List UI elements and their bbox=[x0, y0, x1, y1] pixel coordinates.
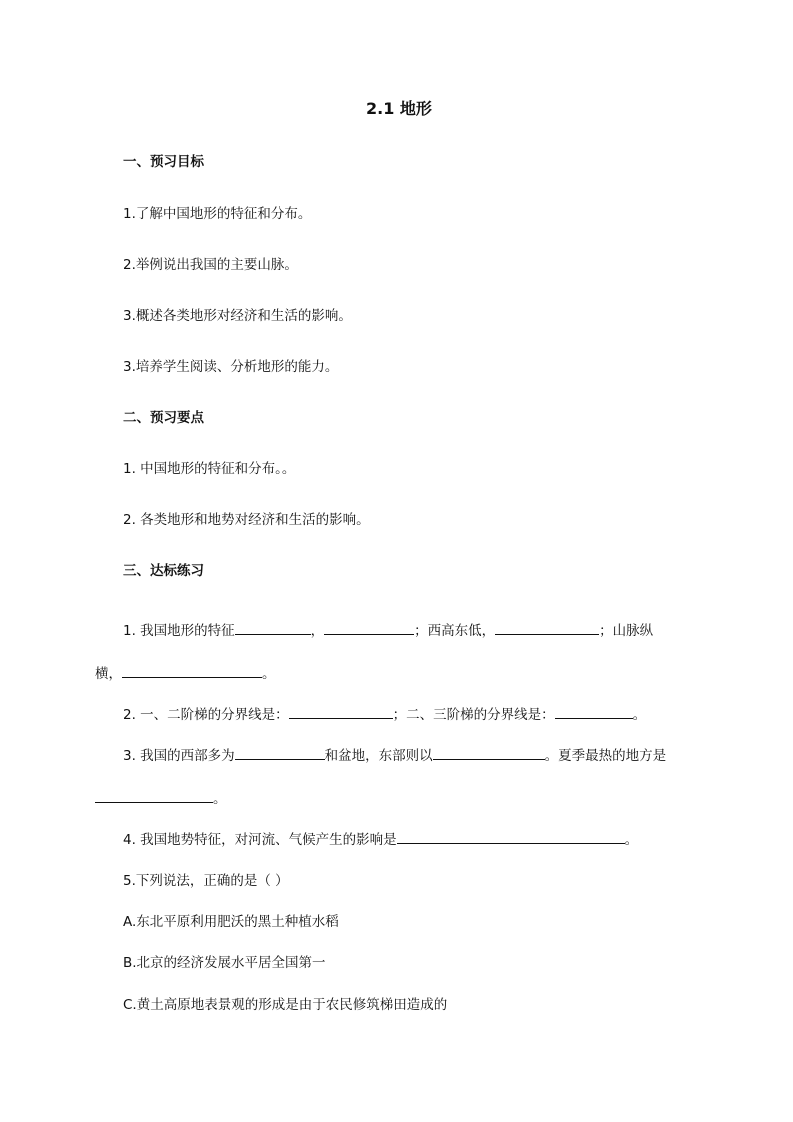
question-text: 。 bbox=[213, 791, 227, 807]
choice-option-a[interactable]: A.东北平原利用肥沃的黑土种植水稻 bbox=[123, 914, 339, 930]
list-item: 1. 中国地形的特征和分布。。 bbox=[123, 461, 296, 477]
question-3-continued bbox=[95, 790, 227, 808]
question-1-continued bbox=[95, 665, 276, 683]
answer-blank[interactable] bbox=[433, 747, 545, 760]
answer-blank[interactable] bbox=[122, 665, 262, 678]
question-text: 2. 一、二阶梯的分界线是： bbox=[123, 707, 289, 723]
question-5: 5.下列说法，正确的是（ ） bbox=[123, 873, 289, 889]
answer-blank[interactable] bbox=[235, 622, 311, 635]
page-title: 2.1 地形 bbox=[366, 99, 432, 118]
answer-blank[interactable] bbox=[289, 706, 393, 719]
list-item: 3.培养学生阅读、分析地形的能力。 bbox=[123, 359, 339, 375]
question-text: ；二、三阶梯的分界线是： bbox=[392, 707, 555, 723]
section-heading-1: 一、预习目标 bbox=[123, 154, 204, 170]
question-text: 4. 我国地势特征，对河流、气候产生的影响是 bbox=[123, 832, 397, 848]
answer-blank[interactable] bbox=[555, 706, 633, 719]
question-4 bbox=[123, 831, 638, 849]
question-2 bbox=[123, 706, 646, 724]
question-text: ；山脉纵 bbox=[599, 623, 654, 639]
question-text: 。 bbox=[632, 707, 647, 723]
choice-option-c[interactable]: C.黄土高原地表景观的形成是由于农民修筑梯田造成的 bbox=[123, 997, 448, 1013]
question-text: ；西高东低， bbox=[414, 623, 496, 639]
section-heading-2: 二、预习要点 bbox=[123, 410, 204, 426]
question-text: 3. 我国的西部多为 bbox=[123, 748, 235, 764]
question-1 bbox=[123, 622, 653, 640]
question-text: 。 bbox=[262, 666, 276, 682]
question-text: 横， bbox=[95, 666, 122, 682]
answer-blank[interactable] bbox=[235, 747, 325, 760]
list-item: 2. 各类地形和地势对经济和生活的影响。 bbox=[123, 512, 370, 528]
answer-blank[interactable] bbox=[95, 790, 213, 803]
question-text: 。 bbox=[624, 832, 639, 848]
question-text: 。夏季最热的地方是 bbox=[544, 748, 667, 764]
list-item: 1.了解中国地形的特征和分布。 bbox=[123, 206, 312, 222]
section-heading-3: 三、达标练习 bbox=[123, 563, 204, 579]
question-text: 1. 我国地形的特征 bbox=[123, 623, 235, 639]
choice-option-b[interactable]: B.北京的经济发展水平居全国第一 bbox=[123, 955, 326, 971]
list-item: 2.举例说出我国的主要山脉。 bbox=[123, 257, 298, 273]
question-3 bbox=[123, 747, 666, 765]
question-text: ， bbox=[310, 623, 325, 639]
answer-blank[interactable] bbox=[324, 622, 414, 635]
question-text: 和盆地，东部则以 bbox=[324, 748, 433, 764]
answer-blank[interactable] bbox=[495, 622, 599, 635]
answer-blank[interactable] bbox=[397, 831, 625, 844]
list-item: 3.概述各类地形对经济和生活的影响。 bbox=[123, 308, 352, 324]
